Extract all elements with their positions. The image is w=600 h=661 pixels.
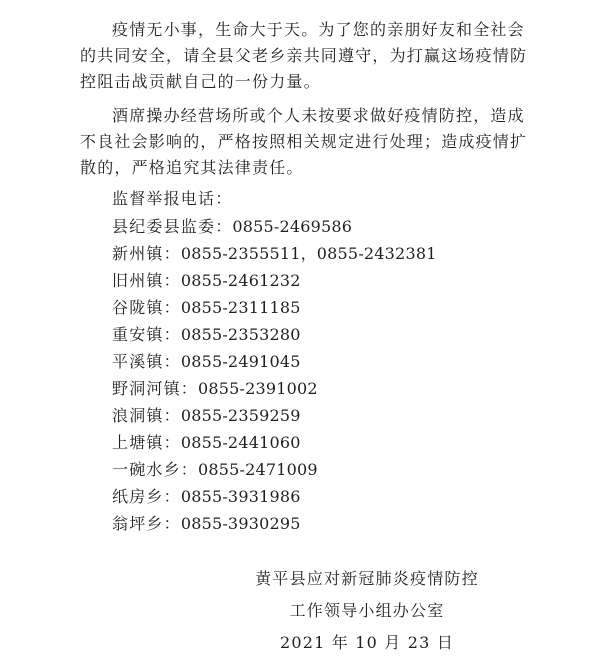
hotline-name: 谷陇镇：	[112, 298, 181, 317]
hotline-name: 县纪委县监委：	[112, 217, 233, 236]
hotline-phone: 0855-2355511，0855-2432381	[180, 244, 437, 263]
hotline-phone: 0855-2469586	[232, 217, 353, 236]
hotline-item	[112, 375, 437, 402]
hotline-phone: 0855-2353280	[180, 325, 301, 344]
paragraph-epidemic-appeal: 疫情无小事，生命大于天。为了您的亲朋好友和全社会的共同安全，请全县父老乡亲共同遵守，为打赢这场疫情防控阻击战贡献自己的一份力量。	[80, 20, 528, 91]
hotline-name: 纸房乡：	[112, 487, 181, 506]
hotline-item	[112, 267, 437, 294]
hotline-item	[112, 294, 437, 321]
hotline-name: 一碗水乡：	[112, 460, 199, 479]
hotline-item	[112, 240, 437, 267]
hotline-phone: 0855-2441060	[180, 433, 301, 452]
hotline-item	[112, 483, 437, 510]
hotline-heading: 监督举报电话：	[112, 189, 233, 208]
signature-organization: 黄平县应对新冠肺炎疫情防控	[255, 569, 479, 588]
hotline-phone: 0855-3931986	[180, 487, 301, 506]
hotline-name: 新州镇：	[112, 244, 181, 263]
hotline-name: 旧州镇：	[112, 271, 181, 290]
hotline-phone: 0855-2471009	[198, 460, 318, 479]
hotline-phone: 0855-3930295	[180, 514, 301, 533]
hotline-phone: 0855-2391002	[198, 379, 318, 398]
hotline-phone: 0855-2311185	[180, 298, 301, 317]
hotline-phone: 0855-2491045	[180, 352, 301, 371]
hotline-item	[112, 348, 437, 375]
hotline-item	[112, 456, 437, 483]
hotline-phone: 0855-2461232	[180, 271, 301, 290]
signature-office: 工作领导小组办公室	[289, 601, 445, 620]
hotline-list	[112, 213, 437, 537]
hotline-name: 上塘镇：	[112, 433, 181, 452]
hotline-item	[112, 429, 437, 456]
hotline-name: 野洞河镇：	[112, 379, 199, 398]
hotline-item	[112, 402, 437, 429]
hotline-name: 翁坪乡：	[112, 514, 181, 533]
hotline-item	[112, 510, 437, 537]
hotline-name: 浪洞镇：	[112, 406, 181, 425]
hotline-name: 平溪镇：	[112, 352, 181, 371]
hotline-phone: 0855-2359259	[180, 406, 301, 425]
paragraph-penalty-notice: 酒席操办经营场所或个人未按要求做好疫情防控，造成不良社会影响的，严格按照相关规定进行处理；造成疫情扩散的，严格追究其法律责任。	[80, 106, 528, 177]
hotline-name: 重安镇：	[112, 325, 181, 344]
signature-date: 2021 年 10 月 23 日	[279, 633, 455, 652]
hotline-item	[112, 321, 437, 348]
hotline-item	[112, 213, 437, 240]
